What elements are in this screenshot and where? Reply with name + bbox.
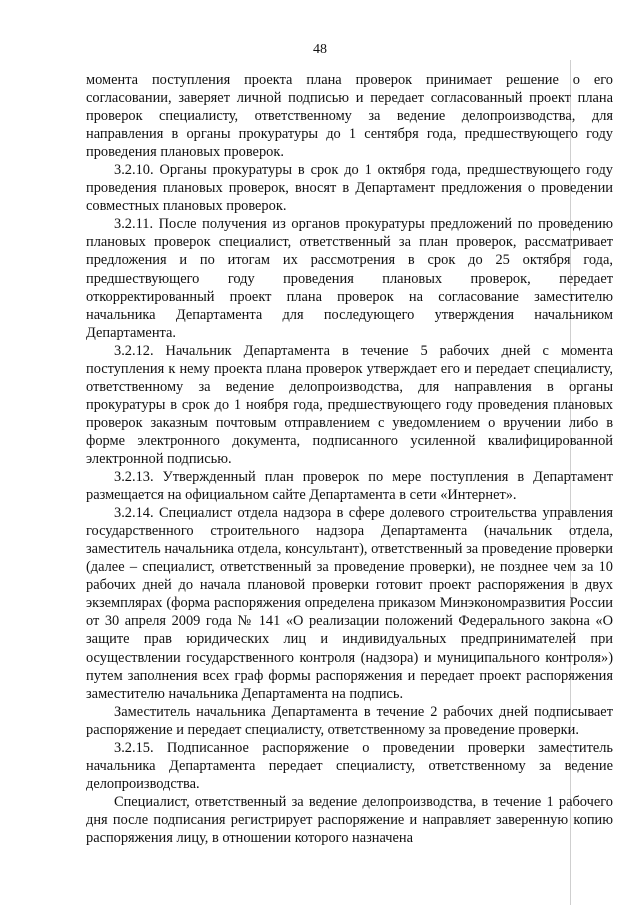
paragraph-registration: Специалист, ответственный за ведение делопроизводства, в течение 1 рабочего дня после подписания регистрирует распоряжение и направляет заверенную копию распоряжения лицу, в отношении которого назначена [86, 793, 613, 846]
paragraph-3-2-10: 3.2.10. Органы прокуратуры в срок до 1 октября года, предшествующего году проведения плановых проверок, вносят в Департамент предложения о проведении совместных плановых проверок. [86, 162, 613, 215]
paragraph-continuation: момента поступления проекта плана проверок принимает решение о его согласовании, заверяет личной подписью и передает согласованный проект плана проверок специалисту, ответственному за ведение делопроизводства, для направления в органы прокуратуры до 1 сентября года, предшествующего году проведения плановых проверок. [86, 72, 613, 161]
paragraph-deputy-signs: Заместитель начальника Департамента в течение 2 рабочих дней подписывает распоряжение и передает специалисту, ответственному за проведение проверки. [86, 703, 613, 738]
document-body [86, 71, 613, 847]
paragraph-3-2-11: 3.2.11. После получения из органов прокуратуры предложений по проведению плановых проверок специалист, ответственный за план проверок, рассматривает предложения и по итогам их рассмотрения в срок до 25 октября года, предшествующего году проведения плановых проверок, передает откорректированный проект плана проверок на согласование заместителю начальника Департамента для последующего утверждения начальником Департамента. [86, 216, 613, 341]
page-number: 48 [313, 42, 327, 57]
paragraph-3-2-13: 3.2.13. Утвержденный план проверок по мере поступления в Департамент размещается на официальном сайте Департамента в сети «Интернет». [86, 469, 613, 504]
paragraph-3-2-15: 3.2.15. Подписанное распоряжение о проведении проверки заместитель начальника Департамента передает специалисту, ответственному за ведение делопроизводства. [86, 739, 613, 792]
paragraph-3-2-12: 3.2.12. Начальник Департамента в течение 5 рабочих дней с момента поступления к нему проекта плана проверок утверждает его и передает специалисту, ответственному за ведение делопроизводства, для направления в органы прокуратуры в срок до 1 ноября года, предшествующего году проведения плановых проверок заказным почтовым отправлением с уведомлением о вручении либо в форме электронного документа, подписанного усиленной квалифицированной электронной подписью. [86, 342, 613, 467]
paragraph-3-2-14: 3.2.14. Специалист отдела надзора в сфере долевого строительства управления государственного строительного надзора Департамента (начальник отдела, заместитель начальника отдела, консультант), ответственный за проведение проверки (далее – специалист, ответственный за проведение проверки), не позднее чем за 10 рабочих дней до начала плановой проверки готовит проект распоряжения в двух экземплярах (форма распоряжения определена приказом Минэкономразвития России от 30 апреля 2009 года № 141 «О реализации положений Федерального закона «О защите прав юридических лиц и индивидуальных предпринимателей при осуществлении государственного контроля (надзора) и муниципального контроля») путем заполнения всех граф формы распоряжения и передает проект распоряжения заместителю начальника Департамента на подпись. [86, 505, 613, 702]
